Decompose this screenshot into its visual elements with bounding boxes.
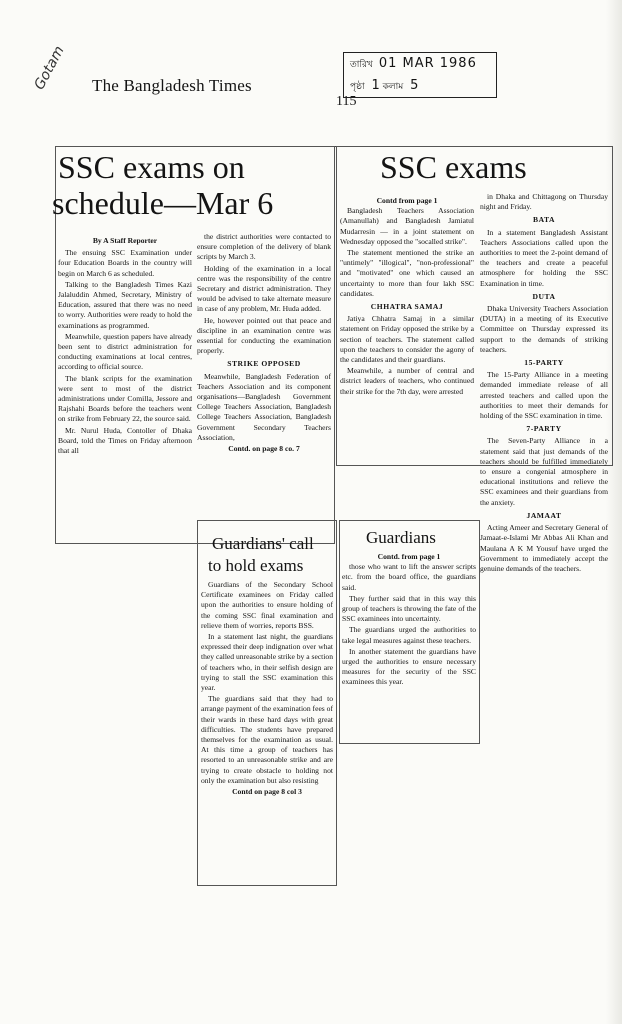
paragraph: Meanwhile, question papers have already been sent to district administration for conducting examinations at local centres, according to official source. bbox=[58, 331, 192, 372]
stamp-page-label: পৃষ্ঠা bbox=[350, 82, 365, 92]
paragraph: Meanwhile, Bangladesh Federation of Teachers Association and its component organisations—Bangladesh Government College Teachers Association, Bangladesh College Teachers Association, Bangladesh Government Secondary Teachers Association, bbox=[197, 371, 331, 442]
subheading: 7-PARTY bbox=[526, 424, 562, 434]
headline: Guardians' call bbox=[212, 534, 314, 553]
subheading: CHHATRA SAMAJ bbox=[370, 302, 444, 312]
paragraph: Holding of the examination in a local centre was the responsibility of the centre Secretary and district administration. They would be advised to take alternate measure in case of any problem, Mr. Huda added. bbox=[197, 263, 331, 314]
subheading: BATA bbox=[533, 215, 555, 225]
paragraph: Meanwhile, a number of central and district leaders of teachers, who continued their strike for the 7th day, were arrested bbox=[340, 366, 474, 396]
subheading: 15-PARTY bbox=[524, 358, 564, 368]
stamp-date: 01 MAR 1986 bbox=[378, 56, 477, 71]
byline: By A Staff Reporter bbox=[92, 236, 158, 245]
headline: SSC exams on bbox=[58, 149, 245, 185]
paragraph: those who want to lift the answer scripts etc. from the board office, the guardians said. bbox=[342, 562, 476, 592]
article2-column2 bbox=[480, 192, 608, 575]
paragraph: Acting Ameer and Secretary General of Jamaat-e-Islami Mr Abbas Ali Khan and Maulana A K M Yousuf have urged the Government to immediately accept the genuine demands of the teachers. bbox=[480, 523, 608, 573]
article2-column1 bbox=[340, 196, 474, 398]
article1-column1 bbox=[58, 236, 192, 457]
continued-from: Contd. from page 1 bbox=[377, 552, 441, 561]
article3-body bbox=[201, 580, 333, 797]
subheading: STRIKE OPPOSED bbox=[227, 359, 301, 369]
paragraph: He, however pointed out that peace and discipline in an examination centre was essential for conducting the examination properly. bbox=[197, 315, 331, 356]
paragraph: In a statement last night, the guardians expressed their deep indignation over what they called unreasonable strike by a section of teachers who, in their selfish design are trying to stall the SSC examination this year. bbox=[201, 632, 333, 693]
article1-column2 bbox=[197, 232, 331, 454]
page-number: 115 bbox=[336, 94, 357, 109]
paragraph: Guardians of the Secondary School Certificate examinees on Friday called upon the authorities to ensure holding of the coming SSC final examination and relieve them of worries, reports BSS. bbox=[201, 580, 333, 630]
headline-line2: schedule—Mar 6 bbox=[52, 185, 274, 221]
paragraph: The Seven-Party Alliance in a statement said that just demands of the teachers should be fulfilled immediately to ensure a congenial atmosphere in educational institutions and relieve the SSC examinees and their guardians from the anxiety. bbox=[480, 436, 608, 507]
stamp-column: 5 bbox=[410, 78, 419, 93]
margin-note: Gotam bbox=[31, 43, 68, 93]
subheading: JAMAAT bbox=[526, 510, 562, 520]
headline: SSC exams bbox=[380, 149, 527, 185]
paragraph: the district authorities were contacted to ensure completion of the delivery of blank scripts by March 3. bbox=[197, 232, 331, 262]
paragraph: The guardians said that they had to arrange payment of the examination fees of their wards in these hard days with great difficulties. The students have prepared themselves for the examination as usual. At this time a group of teachers has resorted to an unreasonable strike and are trying to create obstacle to holding not only the examination but also resisting bbox=[201, 694, 333, 785]
continued-from: Contd from page 1 bbox=[376, 196, 438, 205]
paragraph: The ensuing SSC Examination under four Education Boards in the country will begin on March 6 as scheduled. bbox=[58, 248, 192, 278]
date-stamp bbox=[343, 52, 497, 98]
article4-body bbox=[342, 552, 476, 689]
paragraph: The 15-Party Alliance in a meeting demanded immediate release of all arrested teachers and called upon the authorities to meet their demands for holding of the SSC examination in time. bbox=[480, 370, 608, 421]
continued-note: Contd on page 8 col 3 bbox=[232, 787, 302, 797]
paragraph: The blank scripts for the examination were sent to most of the district administrations under Comilla, Jessore and Rajshahi Boards before the teachers went on strike from February 22, the source said. bbox=[58, 373, 192, 424]
continued-note: Contd. on page 8 co. 7 bbox=[228, 444, 300, 454]
paragraph: Jatiya Chhatra Samaj in a similar statement on Friday opposed the strike by a section of teachers. The statement called upon the teachers to consider the agony of the candidates and their guardians. bbox=[340, 314, 474, 365]
paragraph: They further said that in this way this group of teachers is throwing the fate of the SSC examinees into uncertainty. bbox=[342, 593, 476, 624]
paragraph: In another statement the guardians have urged the authorities to ensure necessary measures for the security of the SSC examinees this year. bbox=[342, 646, 476, 687]
stamp-column-label: কলাম bbox=[382, 82, 404, 92]
paragraph: The guardians urged the authorities to take legal measures against these teachers. bbox=[342, 625, 476, 645]
paragraph: Mr. Nurul Huda, Contoller of Dhaka Board, told the Times on Friday afternoon that all bbox=[58, 425, 192, 456]
paragraph: Talking to the Bangladesh Times Kazi Jalaluddin Ahmed, Secretary, Ministry of Education, assured that there was no need to worry. Authorities were ready to hold the examinations as programmed. bbox=[58, 279, 192, 330]
subheading: DUTA bbox=[532, 291, 556, 301]
stamp-page: 1 bbox=[371, 78, 380, 93]
stamp-date-label: তারিখ bbox=[350, 60, 373, 70]
paragraph: in Dhaka and Chittagong on Thursday night and Friday. bbox=[480, 192, 608, 212]
paragraph: Bangladesh Teachers Association (Amanullah) and Bangladesh Jamiatul Mudarresin — in a joint statement on Wednesday opposed the "socalled strike". bbox=[340, 206, 474, 246]
paragraph: Dhaka University Teachers Association (DUTA) in a meeting of its Executive Committee on Thursday expressed its support to the demands of striking teachers. bbox=[480, 304, 608, 354]
paragraph: In a statement Bangladesh Assistant Teachers Associations called upon the authorities to meet the 2-point demand of the teachers and create a peaceful atmosphere for holding the SSC Examination in time. bbox=[480, 227, 608, 288]
headline-line2: to hold exams bbox=[208, 556, 304, 575]
paragraph: The statement mentioned the strike an "untimely" "illogical", "non-professional" and "motivated" one which caused an uncertainty to more than four lakh SSC candidates. bbox=[340, 248, 474, 298]
newspaper-name: The Bangladesh Times bbox=[92, 76, 252, 95]
headline: Guardians bbox=[366, 528, 436, 547]
